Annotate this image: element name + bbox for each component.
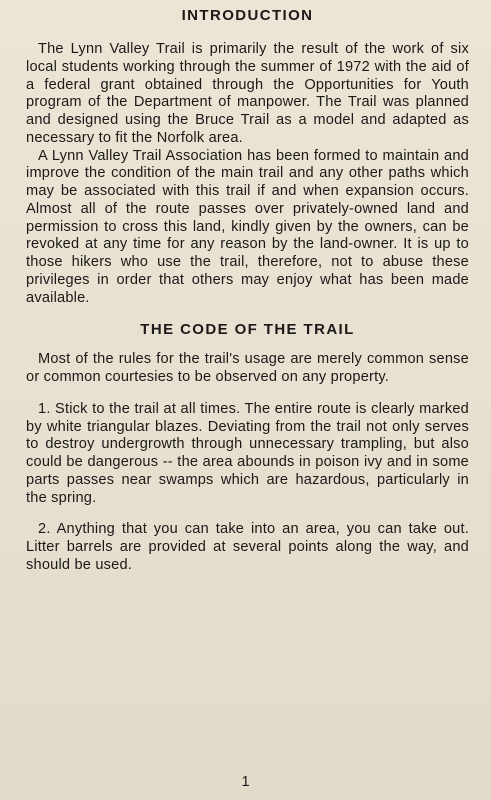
page-number: 1	[241, 774, 250, 790]
introduction-heading: INTRODUCTION	[181, 7, 314, 24]
code-intro-paragraph: Most of the rules for the trail's usage are merely common sense or common courtesies to be observed on any property.	[26, 351, 469, 385]
introduction-paragraph-1: The Lynn Valley Trail is primarily the result of the work of six local students working through the summer of 1972 with the aid of a federal grant obtained through the Opportunities for Youth program of the Department of manpower. The Trail was planned and designed using the Bruce Trail as a model and adapted as necessary to fit the Norfolk area.	[26, 41, 469, 146]
rule-1-paragraph: 1. Stick to the trail at all times. The entire route is clearly marked by white triangular blazes. Deviating from the trail not only serves to destroy undergrowth through unnecessary trampling, but also could be dangerous -- the area abounds in poison ivy and in some parts passes near swamps which are hazardous, particularly in the spring.	[26, 400, 469, 506]
rule-2-paragraph: 2. Anything that you can take into an area, you can take out. Litter barrels are provided at several points along the way, and should be used.	[26, 521, 469, 573]
code-of-trail-heading: THE CODE OF THE TRAIL	[140, 321, 355, 339]
introduction-paragraph-2: A Lynn Valley Trail Association has been formed to maintain and improve the condition of the main trail and any other paths which may be associated with this trail if and when expansion occurs. Almost all of the route passes over privately-owned land and permission to cross this land, kindly given by the owners, can be revoked at any time for any reason by the land-owner. It is up to those hikers who use the trail, therefore, not to abuse these privileges in order that others may enjoy what has been made available.	[26, 147, 469, 306]
